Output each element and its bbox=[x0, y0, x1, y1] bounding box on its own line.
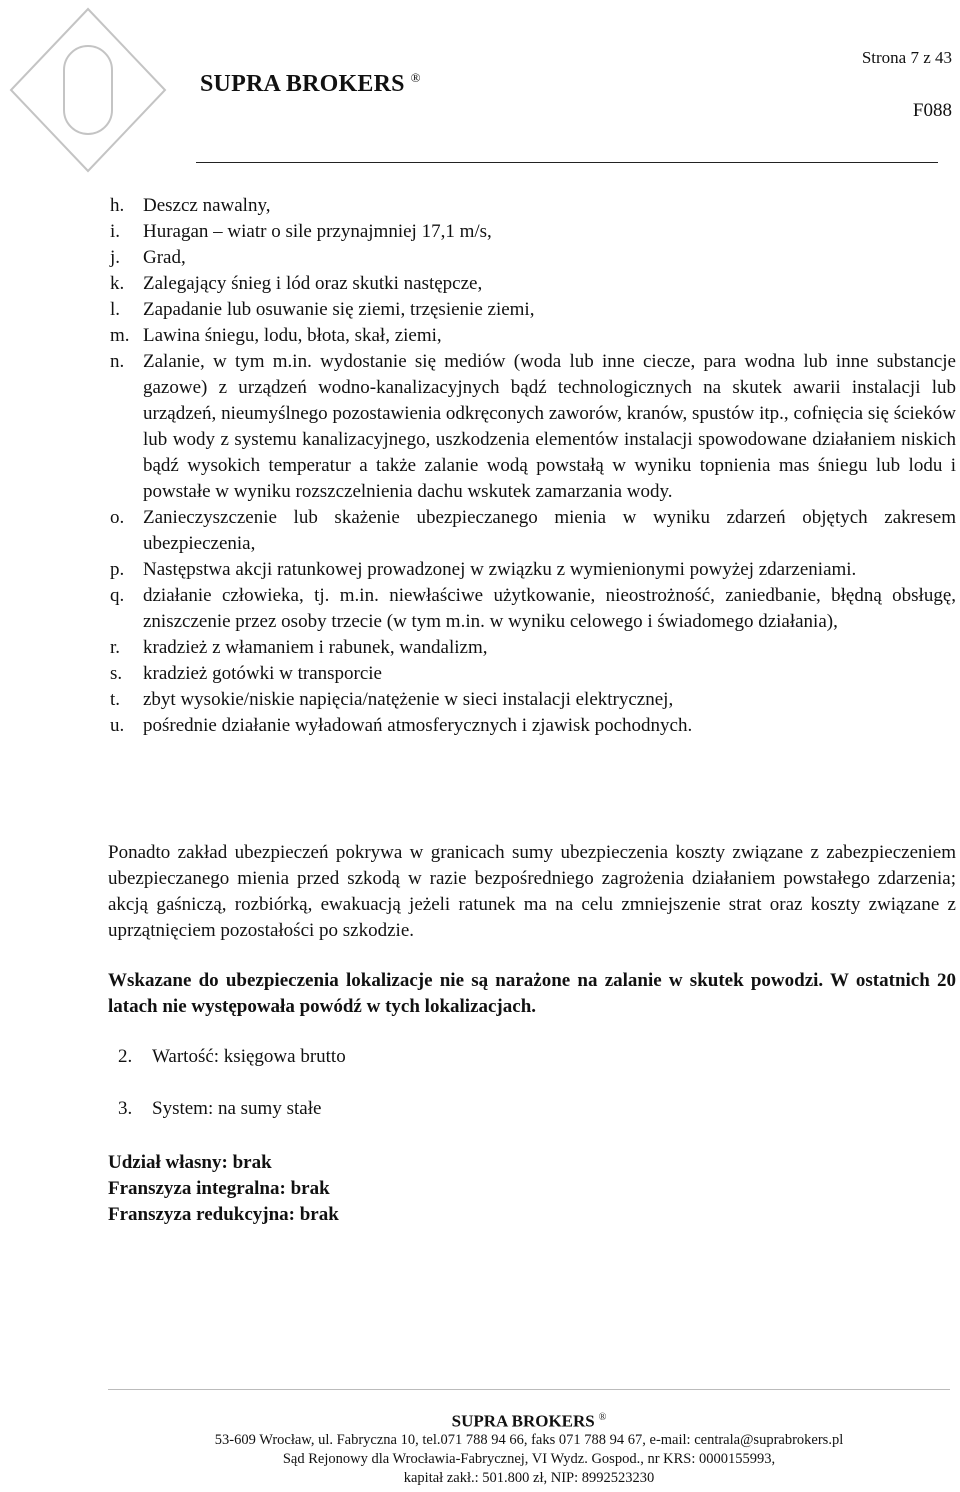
brand-name: SUPRA BROKERS ® bbox=[200, 70, 421, 97]
list-item: o. Zanieczyszczenie lub skażenie ubezpieczanego mienia w wyniku zdarzeń objętych zakresem ubezpieczenia, bbox=[110, 507, 956, 554]
registered-mark: ® bbox=[410, 70, 421, 85]
numbered-item-value: 2. Wartość: księgowa brutto bbox=[118, 1046, 346, 1067]
reducing-franchise-line: Franszyza redukcyjna: brak bbox=[108, 1204, 339, 1225]
list-item: q. działanie człowieka, tj. m.in. niewłaściwe użytkowanie, nieostrożność, zaniedbanie, błędną obsługę, zniszczenie przez osoby trzecie (w tym m.in. w wyniku celowego i świadomego działania), bbox=[110, 585, 956, 632]
risk-list bbox=[110, 193, 956, 739]
footer-divider bbox=[108, 1389, 950, 1390]
list-item: p. Następstwa akcji ratunkowej prowadzonej w związku z wymienionymi powyżej zdarzeniami. bbox=[110, 559, 857, 580]
list-item: r. kradzież z włamaniem i rabunek, wandalizm, bbox=[110, 637, 488, 658]
integral-franchise-line: Franszyza integralna: brak bbox=[108, 1178, 330, 1199]
flood-statement: Wskazane do ubezpieczenia lokalizacje nie są narażone na zalanie w skutek powodzi. W ostatnich 20 latach nie występowała powódź w tych lokalizacjach. bbox=[108, 970, 956, 1017]
page-number: Strona 7 z 43 bbox=[861, 48, 952, 67]
company-logo bbox=[8, 6, 168, 174]
deductible-line: Udział własny: brak bbox=[108, 1152, 272, 1173]
list-item: n. Zalanie, w tym m.in. wydostanie się mediów (woda lub inne ciecze, para wodna lub inne substancje gazowe) z urządzeń wodno-kanalizacyjnych bądź technologicznych na skutek awarii instalacji lub urządzeń, nieumyślnego pozostawienia odkręconych zaworów, kranów, spustów itp., cofnięcia się ścieków lub wody z systemu kanalizacyjnego, uszkodzenia elementów instalacji spowodowane działaniem niskich bądź wysokich temperatur a także zalanie wodą powstałą w wyniku topnienia mas śniegu lub lodu i powstałe w wyniku rozszczelnienia dachu wskutek zamarzania wody. bbox=[110, 351, 956, 502]
list-item: t. zbyt wysokie/niskie napięcia/natężenie w sieci instalacji elektrycznej, bbox=[110, 689, 674, 710]
insurance-terms bbox=[108, 1150, 339, 1228]
list-item: k. Zalegający śnieg i lód oraz skutki następcze, bbox=[110, 273, 483, 294]
list-item: j. Grad, bbox=[110, 247, 186, 268]
list-item: l. Zapadanie lub osuwanie się ziemi, trzęsienie ziemi, bbox=[110, 299, 535, 320]
costs-paragraph: Ponadto zakład ubezpieczeń pokrywa w granicach sumy ubezpieczenia koszty związane z zabezpieczeniem ubezpieczanego mienia przed szkodą w razie bezpośredniego zagrożenia działaniem powstałego zdarzenia; akcją gaśniczą, rozbiórką, ewakuacją jeżeli ratunek ma na celu zmniejszenie strat oraz koszty związane z uprzątnięciem pozostałości po szkodzie. bbox=[108, 842, 956, 941]
list-item: i. Huragan – wiatr o sile przynajmniej 17,1 m/s, bbox=[110, 221, 492, 242]
list-item: h. Deszcz nawalny, bbox=[110, 195, 271, 216]
document-code: F088 bbox=[912, 100, 952, 121]
header-divider bbox=[196, 162, 938, 163]
footer-brand: SUPRA BROKERS ® bbox=[451, 1411, 607, 1431]
numbered-item-system: 3. System: na sumy stałe bbox=[118, 1098, 322, 1119]
list-item: s. kradzież gotówki w transporcie bbox=[110, 663, 382, 684]
list-item: u. pośrednie działanie wyładowań atmosferycznych i zjawisk pochodnych. bbox=[110, 715, 693, 736]
footer-registry: Sąd Rejonowy dla Wrocławia-Fabrycznej, VI Wydz. Gospod., nr KRS: 0000155993, bbox=[282, 1450, 776, 1467]
footer-address: 53-609 Wrocław, ul. Fabryczna 10, tel.071 788 94 66, faks 071 788 94 67, e-mail: centrala@suprabrokers.pl bbox=[214, 1431, 844, 1448]
page-footer bbox=[108, 1408, 950, 1488]
list-item: m. Lawina śniegu, lodu, błota, skał, ziemi, bbox=[110, 325, 442, 346]
footer-capital: kapitał zakł.: 501.800 zł, NIP: 8992523230 bbox=[403, 1469, 655, 1486]
